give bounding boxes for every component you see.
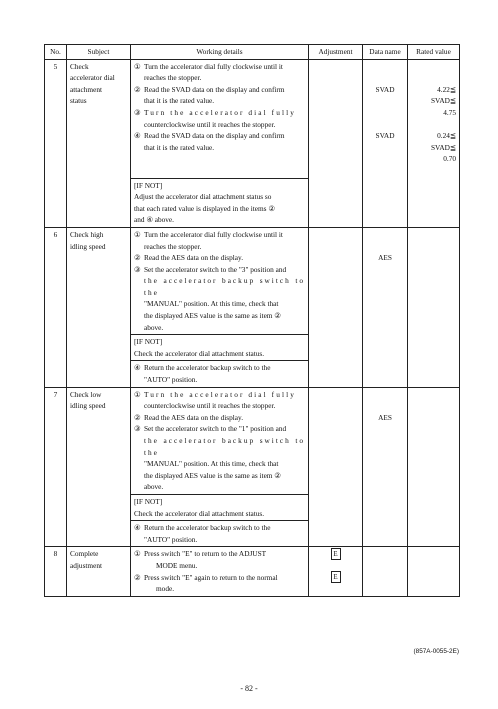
if-not-title: [IF NOT] [134,180,163,190]
step-item [134,264,305,334]
header-no: No. [45,45,67,60]
rated-value-line: 4.75 [443,107,456,117]
data-name-cell [363,59,408,227]
rated-value-line: 0.24≦ [437,131,456,141]
row-subject [67,387,131,547]
step-line: Turn the accelerator dial fully clockwise until it [144,229,283,239]
subject-line: idling speed [70,401,106,411]
step-item [134,130,305,153]
step-line: Read the AES data on the display. [144,253,244,263]
table-row [45,227,460,334]
step-line: Set the accelerator switch to the "1" position and [144,424,287,434]
working-details [131,547,309,596]
step-marker: ② [134,253,141,263]
step-line: MODE menu. [156,560,198,570]
subject-line: Check [70,61,89,71]
step-item [134,548,305,571]
step-item [134,522,305,545]
step-line: reaches the stopper. [144,241,202,251]
if-not-title: [IF NOT] [134,337,163,347]
step-line: Return the accelerator backup switch to the [144,523,271,533]
row-subject [67,227,131,387]
adjustment-cell [309,59,363,227]
step-marker: ① [134,549,141,559]
row-subject [67,59,131,227]
step-line: above. [144,482,164,492]
row-number: 7 [45,387,67,547]
table-row [45,387,460,494]
rated-value-line: SVAD≦ [430,96,456,106]
rated-value-cell [408,387,460,547]
step-line: Turn the accelerator dial fully [144,389,296,399]
step-marker: ③ [134,424,141,434]
if-not-line: Check the accelerator dial attachment status. [134,508,265,518]
adjustment-procedure-table [44,44,460,597]
step-line: Return the accelerator backup switch to the [144,363,271,373]
header-subject: Subject [67,45,131,60]
step-marker: ② [134,572,141,582]
step-line: mode. [156,584,175,594]
step-line: Turn the accelerator dial fully clockwise until it [144,61,283,71]
if-not-block [131,335,309,361]
step-marker: ④ [134,363,141,373]
switch-e-key-icon: E [331,548,341,560]
rated-value-cell [408,547,460,596]
data-name-value: AES [378,412,392,422]
step-marker: ④ [134,523,141,533]
table-header-row [45,45,460,60]
adjustment-cell [309,227,363,387]
working-details [131,59,309,178]
adjustment-cell [309,387,363,547]
if-not-line: Adjust the accelerator dial attachment status so [134,192,272,202]
step-line: "AUTO" position. [144,534,198,544]
step-line: counterclockwise until it reaches the stopper. [144,119,276,129]
step-line: the displayed AES value is the same as item ② [144,470,281,480]
step-line: that it is the rated value. [144,142,215,152]
subject-line: idling speed [70,241,106,251]
step-marker: ② [134,84,141,94]
rated-value-line: 0.70 [443,154,456,164]
row-subject [67,547,131,596]
step-line: "AUTO" position. [144,375,198,385]
step-line: "MANUAL" position. At this time, check that [144,299,279,309]
data-name-value: SVAD [375,131,395,141]
working-details [131,521,309,547]
step-line: Set the accelerator switch to the "3" position and [144,264,287,274]
step-item [134,362,305,385]
working-details [131,387,309,494]
table-row [45,59,460,178]
subject-line: Check high [70,229,104,239]
step-line: "MANUAL" position. At this time, check that [144,459,279,469]
step-line: counterclockwise until it reaches the stopper. [144,401,276,411]
subject-line: attachment [70,84,103,94]
if-not-block [131,178,309,227]
table-row [45,547,460,596]
step-line: the accelerator backup switch to the [144,436,305,457]
step-line: the accelerator backup switch to the [144,276,305,297]
row-number: 6 [45,227,67,387]
working-details [131,361,309,387]
step-line: that it is the rated value. [144,96,215,106]
if-not-line: that each rated value is displayed in the items ② [134,203,275,213]
step-line: reaches the stopper. [144,73,202,83]
step-line: Read the SVAD data on the display and confirm [144,131,285,141]
subject-line: accelerator dial [70,73,115,83]
header-details: Working details [131,45,309,60]
adjustment-cell [309,547,363,596]
step-line: Press switch "E" again to return to the normal [144,572,278,582]
if-not-block [131,494,309,520]
rated-value-line: 4.22≦ [437,84,456,94]
data-name-value: AES [378,253,392,263]
step-line: Turn the accelerator dial fully [144,107,296,117]
rated-value-cell [408,59,460,227]
subject-line: adjustment [70,560,103,570]
step-item [134,389,305,412]
step-marker: ④ [134,131,141,141]
step-marker: ① [134,61,141,71]
rated-value-cell [408,227,460,387]
subject-line: status [70,96,87,106]
if-not-line: and ④ above. [134,215,174,225]
step-line: Press switch "E" to return to the ADJUST [144,549,267,559]
step-item [134,61,305,84]
step-marker: ③ [134,107,141,117]
data-name-cell [363,227,408,387]
subject-line: Check low [70,389,102,399]
step-item [134,229,305,252]
data-name-cell [363,387,408,547]
step-line: Read the SVAD data on the display and confirm [144,84,285,94]
header-rated-value: Rated value [408,45,460,60]
data-name-value: SVAD [375,84,395,94]
step-marker: ① [134,229,141,239]
step-line: Read the AES data on the display. [144,412,244,422]
document-number: (857A-0055-2E) [413,648,459,655]
step-item [134,84,305,107]
data-name-cell [363,547,408,596]
step-marker: ② [134,412,141,422]
working-details [131,227,309,334]
step-item [134,412,305,424]
step-marker: ① [134,389,141,399]
subject-line: Complete [70,549,99,559]
row-number: 8 [45,547,67,596]
step-item [134,572,305,595]
header-adjustment: Adjustment [309,45,363,60]
step-item [134,423,305,493]
step-line: the displayed AES value is the same as item ② [144,311,281,321]
step-item [134,107,305,130]
if-not-line: Check the accelerator dial attachment status. [134,348,265,358]
step-line: above. [144,322,164,332]
page-number: - 82 - [240,684,258,693]
header-data-name: Data name [363,45,408,60]
if-not-title: [IF NOT] [134,496,163,506]
switch-e-key-icon: E [331,571,341,583]
step-marker: ③ [134,264,141,274]
row-number: 5 [45,59,67,227]
rated-value-line: SVAD≦ [430,142,456,152]
step-item [134,252,305,264]
